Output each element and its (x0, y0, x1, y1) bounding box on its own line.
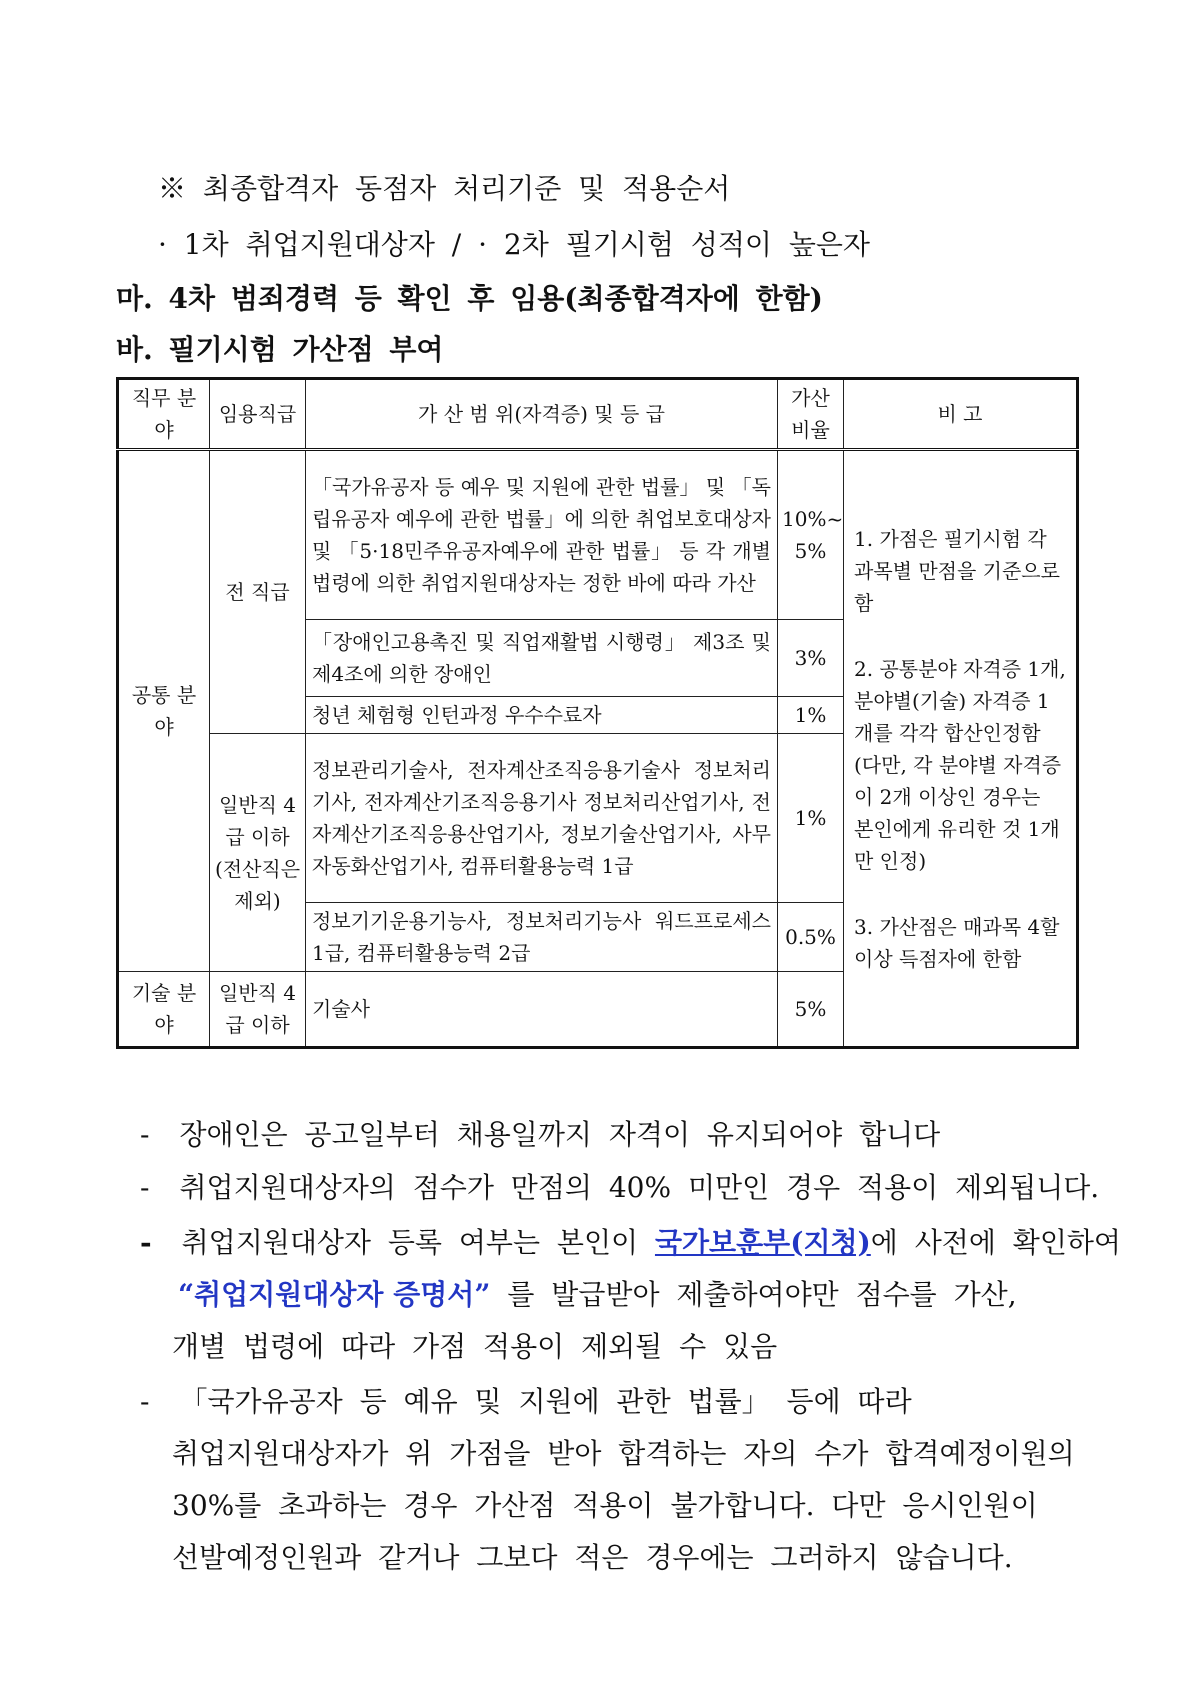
bullet-registration-line2: “취업지원대상자 증명서” 를 발급받아 제출하여야만 점수를 가산, (178, 1278, 1017, 1311)
veterans-ministry-link[interactable]: 국가보훈부(지청) (654, 1226, 871, 1259)
remarks-cell (844, 450, 1078, 1048)
bullet-registration: - 취업지원대상자 등록 여부는 본인이 국가보훈부(지청)에 사전에 확인하여 (140, 1226, 1121, 1259)
rate-cell: 3% (778, 620, 844, 697)
all-grades-cell: 전 직급 (210, 450, 306, 734)
range-cell: 정보기기운용기능사, 정보처리기능사 워드프로세스 1급, 컴퓨터활용능력 2급 (306, 903, 778, 972)
rate-cell: 1% (778, 734, 844, 903)
certificate-quote: “취업지원대상자 증명서” (178, 1278, 491, 1311)
remark-3: 3. 가산점은 매과목 4할 이상 득점자에 한함 (854, 914, 1060, 971)
dash-marker: - (140, 1118, 150, 1151)
tie-order-note: · 1차 취업지원대상자 / · 2차 필기시험 성적이 높은자 (158, 228, 870, 261)
rate-cell: 5% (778, 972, 844, 1048)
remark-2: 2. 공통분야 자격증 1개, 분야별(기술) 자격증 1개를 각각 합산인정함(다만, 각 분야별 자격증이 2개 이상인 경우는 본인에게 유리한 것 1개만 인정) (854, 656, 1066, 873)
bullet-registration-line3: 개별 법령에 따라 가점 적용이 제외될 수 있음 (172, 1330, 778, 1363)
header-rate: 가산 비율 (778, 379, 844, 450)
bullet-quota-line4: 선발예정인원과 같거나 그보다 적은 경우에는 그러하지 않습니다. (172, 1541, 1013, 1574)
bullet-quota: - 「국가유공자 등 예유 및 지원에 관한 법률」 등에 따라 (140, 1385, 912, 1418)
tech-field-cell: 기술 분야 (118, 972, 210, 1048)
range-cell: 청년 체험형 인턴과정 우수수료자 (306, 697, 778, 734)
dash-marker: - (140, 1171, 150, 1204)
header-range: 가 산 범 위(자격증) 및 등 급 (306, 379, 778, 450)
range-cell: 정보관리기술사, 전자계산조직응용기술사 정보처리기사, 전자계산기조직응용기사 정보처리산업기사, 전자계산기조직응용산업기사, 정보기술산업기사, 사무자동화산업기사, 컴퓨터활용능력 1급 (306, 734, 778, 903)
bullet-score-threshold: - 취업지원대상자의 점수가 만점의 40% 미만인 경우 적용이 제외됩니다. (140, 1171, 1100, 1204)
tech-grade-cell: 일반직 4급 이하 (210, 972, 306, 1048)
general-grade-cell: 일반직 4급 이하 (전산직은 제외) (210, 734, 306, 972)
section-ma-heading: 마. 4차 범죄경력 등 확인 후 임용(최종합격자에 한함) (116, 282, 823, 315)
bullet-quota-line3: 30%를 초과하는 경우 가산점 적용이 불가합니다. 다만 응시인원이 (172, 1489, 1038, 1522)
section-ba-heading: 바. 필기시험 가산점 부여 (116, 333, 444, 366)
range-cell: 「국가유공자 등 예우 및 지원에 관한 법률」 및 「독립유공자 예우에 관한 법률」에 의한 취업보호대상자 및 「5·18민주유공자예우에 관한 법률」 등 각 개별법령에 의한 취업지원대상자는 정한 바에 따라 가산 (306, 450, 778, 620)
dash-marker: - (140, 1385, 150, 1418)
rate-cell: 1% (778, 697, 844, 734)
bullet-quota-line2: 취업지원대상자가 위 가점을 받아 합격하는 자의 수가 합격예정이원의 (172, 1437, 1075, 1470)
table-header-row (118, 379, 1078, 450)
range-cell: 기술사 (306, 972, 778, 1048)
range-cell: 「장애인고용촉진 및 직업재활법 시행령」 제3조 및 제4조에 의한 장애인 (306, 620, 778, 697)
bonus-points-table (116, 377, 1079, 1049)
common-field-cell: 공통 분야 (118, 450, 210, 972)
table-row (118, 450, 1078, 620)
header-remarks: 비 고 (844, 379, 1078, 450)
header-grade: 임용직급 (210, 379, 306, 450)
header-field: 직무 분야 (118, 379, 210, 450)
remark-1: 1. 가점은 필기시험 각 과목별 만점을 기준으로 함 (854, 526, 1060, 615)
tie-rule-note: ※ 최종합격자 동점자 처리기준 및 적용순서 (158, 172, 731, 205)
rate-cell: 0.5% (778, 903, 844, 972)
dash-marker: - (140, 1226, 152, 1259)
rate-cell: 10%~ 5% (778, 450, 844, 620)
bullet-disabled: - 장애인은 공고일부터 채용일까지 자격이 유지되어야 합니다 (140, 1118, 941, 1151)
